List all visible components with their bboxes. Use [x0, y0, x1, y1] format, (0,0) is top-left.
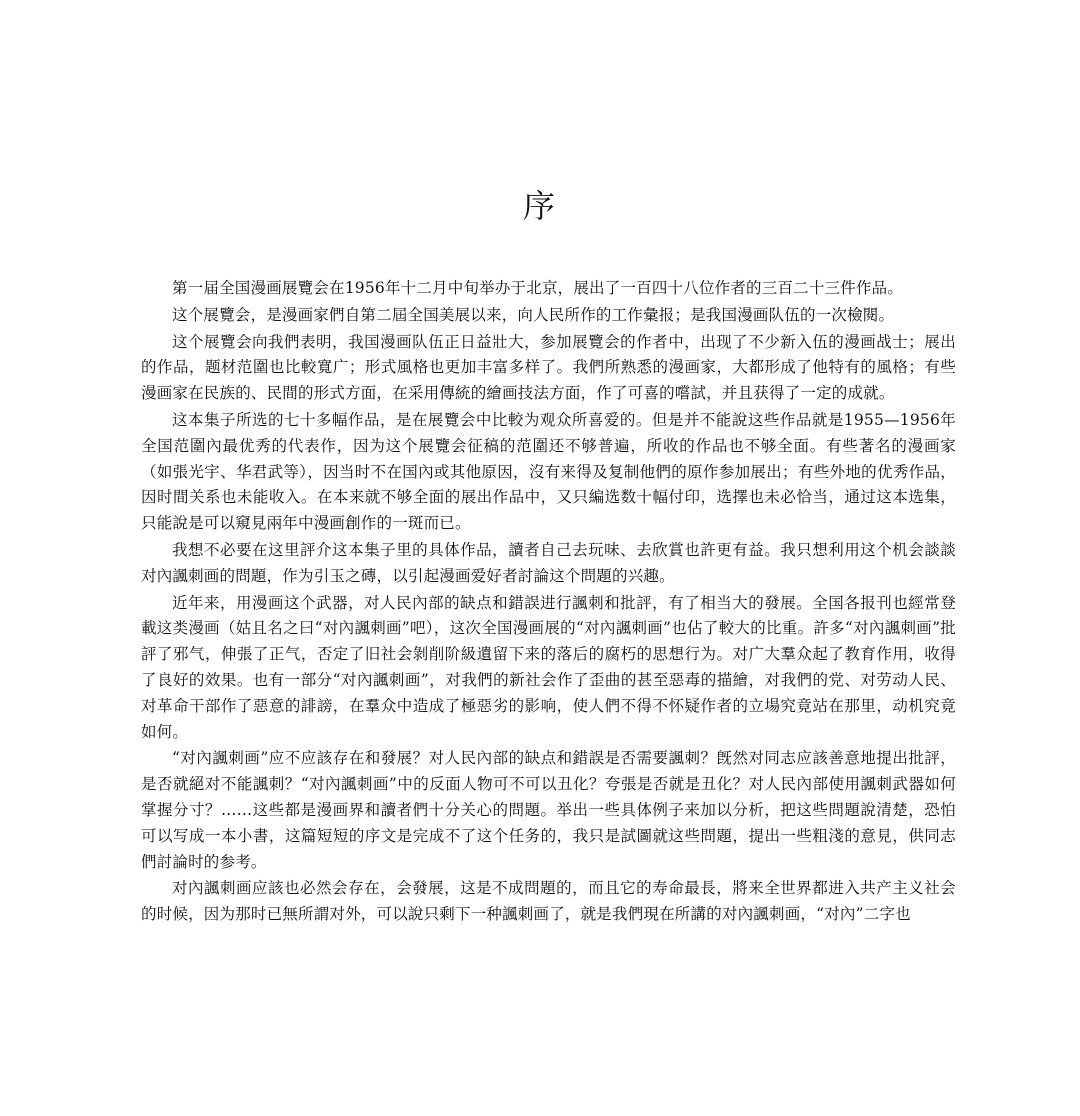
paragraph-4: 这本集子所选的七十多幅作品，是在展覽会中比較为观众所喜爱的。但是并不能說这些作品就是1955—1956年全国范圍內最优秀的代表作，因为这个展覽会征稿的范圍还不够普遍，所收的作品也不够全面。有些著名的漫画家（如張光宇、华君武等），因当时不在国內或其他原因，沒有来得及复制他們的原作参加展出；有些外地的优秀作品，因时間关系也未能收入。在本来就不够全面的展出作品中，又只編选数十幅付印，选擇也未必恰当，通过这本选集，只能說是可以窺見兩年中漫画創作的一斑而已。 — [141, 410, 956, 533]
paragraph-6: 近年来，用漫画这个武器，对人民內部的缺点和錯誤进行諷刺和批評，有了相当大的發展。全国各报刊也經常登載这类漫画（姑且名之曰“对內諷刺画”吧），这次全国漫画展的“对內諷刺画”也佔了較大的比重。許多“对內諷刺画”批評了邪气，伸張了正气，否定了旧社会剝削阶級遺留下来的落后的腐朽的思想行为。对广大羣众起了教育作用，收得了良好的效果。也有一部分“对內諷刺画”，对我們的新社会作了歪曲的甚至惡毒的描繪，对我們的党、对劳动人民、对革命干部作了惡意的誹謗，在羣众中造成了極惡劣的影响，使人們不得不怀疑作者的立場究竟站在那里，动机究竟如何。 — [141, 593, 956, 741]
paragraph-2: 这个展覽会，是漫画家們自第二屆全国美展以来，向人民所作的工作彙报；是我国漫画队伍的一次檢閱。 — [172, 305, 895, 324]
paragraph-7: “对內諷刺画”应不应該存在和發展？对人民內部的缺点和錯誤是否需要諷刺？旣然对同志应該善意地提出批評，是否就絕对不能諷刺？“对內諷刺画”中的反面人物可不可以丑化？夸張是否就是丑化？对人民內部使用諷刺武器如何掌握分寸？……这些都是漫画界和讀者們十分关心的問題。举出一些具体例子来加以分析，把这些問題說清楚，恐怕可以写成一本小書，这篇短短的序文是完成不了这个任务的，我只是試圖就这些問題，提出一些粗淺的意見，供同志們討論时的参考。 — [141, 749, 956, 871]
paragraph-8: 对內諷刺画应該也必然会存在，会發展，这是不成問題的，而且它的寿命最長，將来全世界都进入共产主义社会的时候，因为那时已無所謂对外，可以說只剩下一种諷刺画了，就是我們現在所講的对內諷刺画，“对內”二字也 — [141, 879, 956, 924]
preface-body — [141, 276, 956, 928]
paragraph-5: 我想不必要在这里評介这本集子里的具体作品，讀者自己去玩味、去欣賞也許更有益。我只想利用这个机会談談对內諷刺画的問題，作为引玉之磚，以引起漫画爱好者討論这个問題的兴趣。 — [141, 540, 956, 585]
page-title: 序 — [522, 187, 557, 225]
paragraph-1: 第一届全国漫画展覽会在1956年十二月中旬举办于北京，展出了一百四十八位作者的三百二十三件作品。 — [172, 279, 904, 297]
paragraph-3: 这个展覽会向我們表明，我国漫画队伍正日益壯大，参加展覽会的作者中，出现了不少新入伍的漫画战士；展出的作品，题材范圍也比較寬广；形式風格也更加丰富多样了。我們所熟悉的漫画家，大都形成了他特有的風格；有些漫画家在民族的、民間的形式方面，在采用傳統的繪画技法方面，作了可喜的嚐試，并且获得了一定的成就。 — [141, 332, 956, 403]
